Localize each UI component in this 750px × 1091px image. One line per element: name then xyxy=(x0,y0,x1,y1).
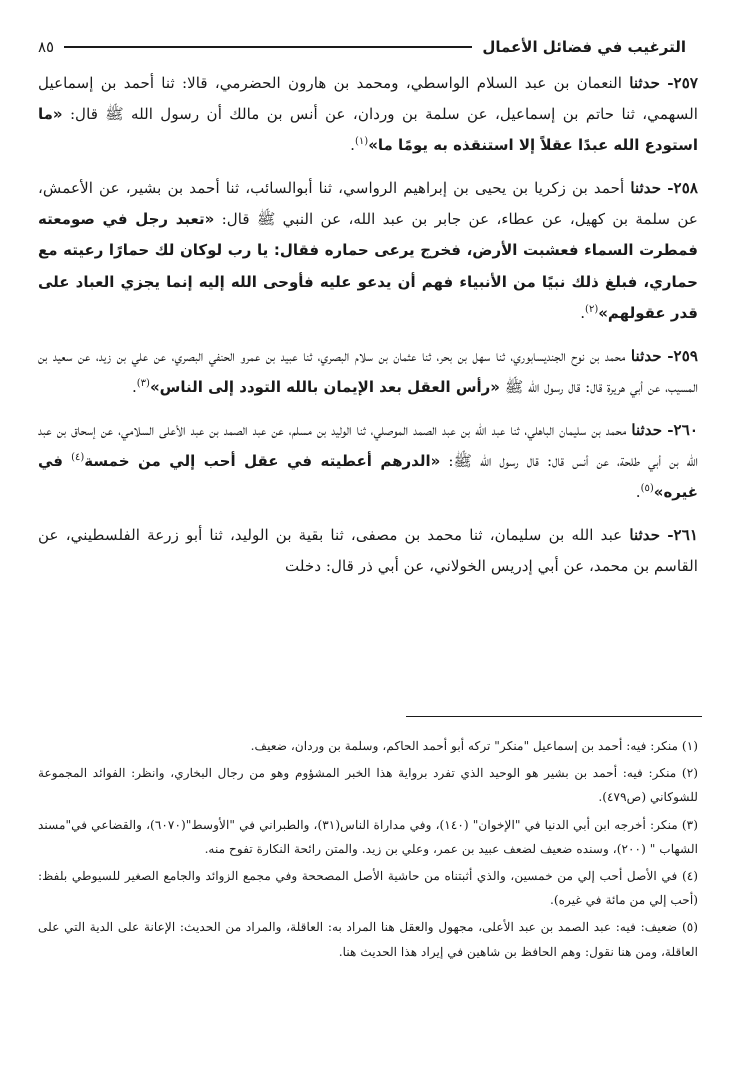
page-number: ٨٥ xyxy=(38,38,55,56)
footnote-3 xyxy=(38,813,698,861)
entry-number: ٢٥٧- xyxy=(667,74,699,92)
footnote-ref[interactable]: (٢) xyxy=(585,303,599,315)
entry-end: . xyxy=(635,483,641,502)
entry-number: ٢٥٩- xyxy=(667,346,699,365)
entry-opening: حدثنا xyxy=(630,346,662,365)
footnote-ref[interactable]: (٤) xyxy=(71,451,85,463)
entry-opening: حدثنا xyxy=(629,526,661,545)
isnad-chain: محمد بن سليمان الباهلي، ثنا عبد الله بن عبد الصمد الموصلي، ثنا الوليد بن مسلم، عن عبد الصمد بن عبد الأعلى السلامي، عن إسحاق بن عبد الله بن أبي طلحة، عن أنس قال: قال رسول الله ﷺ: xyxy=(38,420,699,471)
running-header xyxy=(38,34,686,60)
footnote-ref[interactable]: (٣) xyxy=(136,377,150,389)
hadith-entry-261 xyxy=(38,520,698,582)
running-title: الترغيب في فضائل الأعمال xyxy=(482,38,686,56)
footnote-ref[interactable]: (٥) xyxy=(640,483,654,495)
footnote-2 xyxy=(38,761,698,809)
footnote-label: (١) xyxy=(681,739,698,753)
footnote-4 xyxy=(38,864,698,912)
hadith-text: «رأس العقل بعد الإيمان بالله التودد إلى الناس» xyxy=(149,377,500,396)
hadith-text: «الدرهم أعطيته في عقل أحب إلي من خمسة xyxy=(84,452,441,471)
footnote-text: منكر: فيه: أحمد بن إسماعيل "منكر" تركه أبو أحمد الحاكم، وسلمة بن وردان، ضعيف. xyxy=(250,739,679,753)
entry-end: . xyxy=(350,136,355,155)
isnad-chain: محمد بن نوح الجنديسابوري، ثنا سهل بن بحر، ثنا عثمان بن سلام البصري، ثنا عبيد بن عمرو الحنفي البصري، عن علي بن زيد، عن سعيد بن المسيب، عن أبي هريرة قال: قال رسول الله ﷺ xyxy=(38,346,698,396)
hadith-text: «ما استودع الله عبدًا عقلاً إلا استنقذه به يومًا ما» xyxy=(38,105,698,155)
footnote-text: منكر: فيه: أحمد بن بشير هو الوحيد الذي تفرد برواية هذا الخبر المشؤوم وهو من رجال البخاري، وانظر: الفوائد المجموعة للشوكاني (ص٤٧٩). xyxy=(38,766,698,805)
footnote-label: (٥) xyxy=(681,920,699,935)
hadith-entry-260 xyxy=(38,415,698,508)
hadith-text-continued: في غيره» xyxy=(38,452,698,502)
footnote-text: منكر: أخرجه ابن أبي الدنيا في "الإخوان" (١٤٠)، وفي مداراة الناس(٣١)، والطبراني في "الأوسط"(٦٠٧٠)، والقضاعي في"مسند الشهاب " (٢٠٠)، وسنده ضعيف لضعف عبيد بن عمر، وعلي بن زيد. والمتن رائحة النكارة تفوح منه. xyxy=(38,817,698,856)
footnote-text: ضعيف: فيه: عبد الصمد بن عبد الأعلى، مجهول والعقل هنا المراد به: العاقلة، والمراد من الحديث: الإعانة على الدية التي على العاقلة، ومن هنا نقول: وهم الحافظ بن شاهين في إيراد هذا الحديث هنا. xyxy=(38,920,698,959)
hadith-entry-259 xyxy=(38,341,698,403)
entry-number: ٢٥٨- xyxy=(667,179,699,198)
footnote-1 xyxy=(38,734,698,758)
header-rule xyxy=(64,46,472,48)
footnote-label: (٢) xyxy=(681,766,698,781)
hadith-entry-257 xyxy=(38,68,698,161)
entry-opening: حدثنا xyxy=(631,420,663,439)
isnad-chain: أحمد بن زكريا بن يحيى بن إبراهيم الرواسي، ثنا أبوالسائب، ثنا أحمد بن بشير، عن الأعمش، عن سلمة بن كهيل، عن عطاء، عن جابر بن عبد الله، عن النبي ﷺ قال: xyxy=(38,179,698,229)
entry-number: ٢٦١- xyxy=(667,526,699,545)
footnote-ref[interactable]: (١) xyxy=(355,136,369,148)
entry-end: . xyxy=(131,377,137,396)
footnote-separator xyxy=(406,716,702,717)
isnad-chain: النعمان بن عبد السلام الواسطي، ومحمد بن هارون الحضرمي، قالا: ثنا أحمد بن إسماعيل السهمي، ثنا حاتم بن إسماعيل، عن سلمة بن وردان، عن أنس بن مالك أن رسول الله ﷺ قال: xyxy=(38,74,698,124)
hadith-entry-258 xyxy=(38,173,698,328)
entry-number: ٢٦٠- xyxy=(667,420,699,439)
main-text xyxy=(38,68,698,708)
isnad-chain: عبد الله بن سليمان، ثنا محمد بن مصفى، ثنا بقية بن الوليد، ثنا أبو زرعة الفلسطيني، عن القاسم بن محمد، عن أبي إدريس الخولاني، عن أبي ذر قال: دخلت xyxy=(38,526,698,576)
footnote-label: (٤) xyxy=(681,869,699,884)
footnote-text: في الأصل أحب إلي من خمسين، والذي أثبتناه من حاشية الأصل المصححة وفي مجمع الزوائد والجامع الصغير للسيوطي بلفظ: (أحب إلي من مائة في غيره). xyxy=(38,869,698,908)
footnotes-section xyxy=(38,734,698,1074)
entry-end: . xyxy=(580,303,586,322)
entry-opening: حدثنا xyxy=(630,179,662,198)
entry-opening: حدثنا xyxy=(629,74,660,92)
footnote-label: (٣) xyxy=(681,817,698,832)
footnote-5 xyxy=(38,915,698,963)
hadith-text: «تعبد رجل في صومعته فمطرت السماء فعشبت الأرض، فخرج يرعى حماره فقال: يا رب لوكان لك حمارًا رعيته مع حماري، فبلغ ذلك نبيًا من الأنبياء فهم أن يدعو عليه فأوحى الله إليه إنما يجزي العباد على قدر عقولهم» xyxy=(38,210,698,322)
